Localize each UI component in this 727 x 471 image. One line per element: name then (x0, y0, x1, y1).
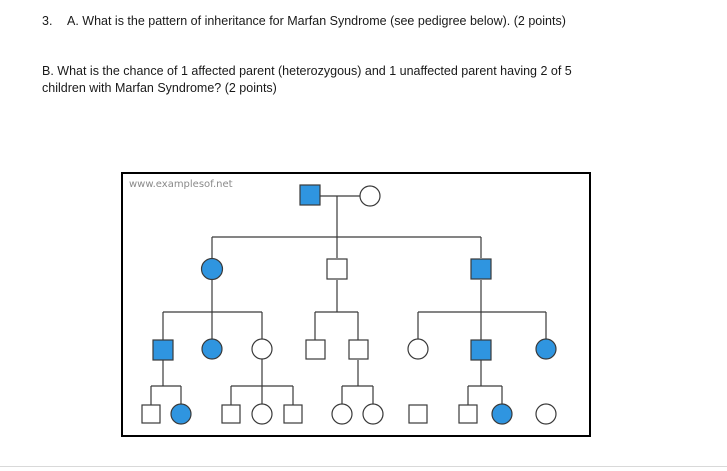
question-part-b-line-2: children with Marfan Syndrome? (2 points) (42, 81, 277, 95)
unaffected-male-gen4 (459, 405, 477, 423)
unaffected-female-gen4 (332, 404, 352, 424)
page-divider (0, 466, 727, 467)
question-part-b-line-1: B. What is the chance of 1 affected parent (heterozygous) and 1 unaffected parent having 2 of 5 (42, 64, 572, 78)
unaffected-female-gen4 (363, 404, 383, 424)
unaffected-female-gen3 (408, 339, 428, 359)
pedigree-watermark: www.examplesof.net (129, 179, 233, 190)
unaffected-male-gen2 (327, 259, 347, 279)
affected-male-gen1 (300, 185, 320, 205)
question-part-a: A. What is the pattern of inheritance for Marfan Syndrome (see pedigree below). (2 points) (67, 14, 566, 28)
affected-male-gen3 (153, 340, 173, 360)
unaffected-female-gen3 (252, 339, 272, 359)
unaffected-male-gen3 (349, 340, 368, 359)
unaffected-female-gen4 (252, 404, 272, 424)
unaffected-male-gen4 (409, 405, 427, 423)
affected-male-gen3 (471, 340, 491, 360)
affected-male-gen2 (471, 259, 491, 279)
pedigree-figure (121, 172, 591, 437)
unaffected-male-gen4 (142, 405, 160, 423)
unaffected-male-gen3 (306, 340, 325, 359)
question-number: 3. (42, 14, 53, 28)
pedigree-frame (122, 173, 590, 436)
affected-female-gen4 (492, 404, 512, 424)
unaffected-male-gen4 (222, 405, 240, 423)
unaffected-male-gen4 (284, 405, 302, 423)
affected-female-gen3 (202, 339, 222, 359)
unaffected-female-gen1 (360, 186, 380, 206)
question-part-a-line (42, 13, 566, 30)
pedigree-chart (121, 172, 591, 437)
unaffected-female-gen4 (536, 404, 556, 424)
affected-female-gen3 (536, 339, 556, 359)
affected-female-gen2 (202, 259, 223, 280)
affected-female-gen4 (171, 404, 191, 424)
